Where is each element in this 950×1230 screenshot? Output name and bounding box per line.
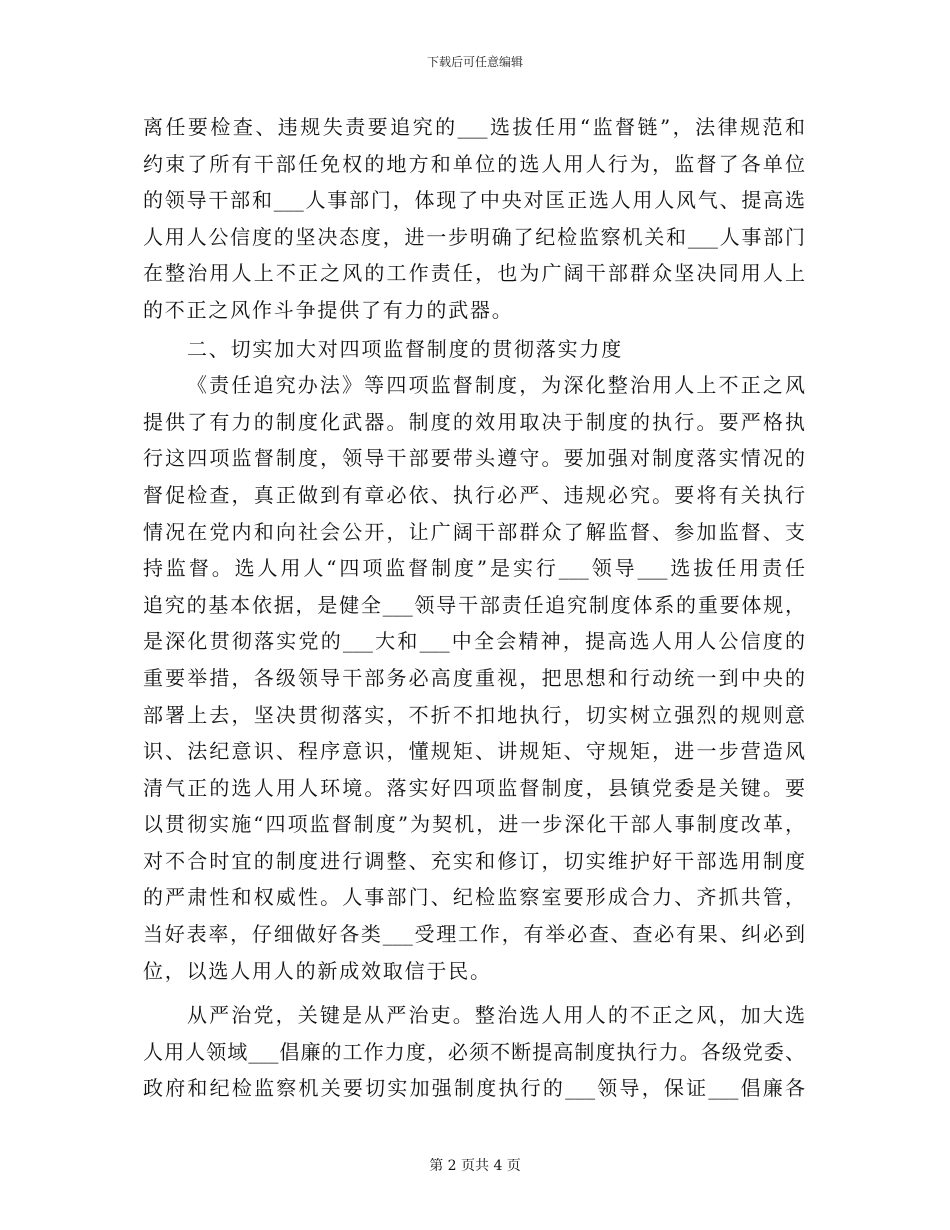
body-line: 人用人公信度的坚决态度，进一步明确了纪检监察机关和___人事部门 — [143, 224, 805, 249]
paragraph — [143, 367, 805, 989]
body-line: 从严治党，关键是从严治吏。整治选人用人的不正之风，加大选 — [187, 1003, 805, 1028]
body-line: 的不正之风作斗争提供了有力的武器。 — [143, 297, 514, 322]
body-line: 部署上去，坚决贯彻落实，不折不扣地执行，切实树立强烈的规则意 — [143, 702, 805, 727]
body-line: 提供了有力的制度化武器。制度的效用取决于制度的执行。要严格执 — [143, 409, 805, 434]
body-line: 行这四项监督制度，领导干部要带头遵守。要加强对制度落实情况的 — [143, 446, 805, 471]
section-heading-block — [143, 331, 805, 368]
body-line: 《责任追究办法》等四项监督制度，为深化整治用人上不正之风 — [187, 373, 805, 398]
download-note: 下载后可任意编辑 — [426, 55, 523, 69]
body-line: 重要举措，各级领导干部务必高度重视，把思想和行动统一到中央的 — [143, 665, 805, 690]
body-line: 对不合时宜的制度进行调整、充实和修订，切实维护好干部选用制度 — [143, 848, 805, 873]
body-line: 识、法纪意识、程序意识，懂规矩、讲规矩、守规矩，进一步营造风 — [143, 739, 805, 764]
paragraph — [143, 109, 805, 329]
body-line: 位，以选人用人的新成效取信于民。 — [143, 958, 492, 983]
body-line: 在整治用人上不正之风的工作责任，也为广阔干部群众坚决同用人上 — [143, 261, 805, 286]
body-line: 以贯彻实施“四项监督制度”为契机，进一步深化干部人事制度改革， — [143, 812, 805, 837]
body-line: 情况在党内和向社会公开，让广阔干部群众了解监督、参加监督、支 — [143, 519, 805, 544]
body-line: 的领导干部和___人事部门，体现了中央对匡正选人用人风气、提高选 — [143, 188, 805, 213]
body-line: 督促检查，真正做到有章必依、执行必严、违规必究。要将有关执行 — [143, 482, 805, 507]
body-line: 人用人领域___倡廉的工作力度，必须不断提高制度执行力。各级党委、 — [143, 1039, 805, 1064]
body-line: 追究的基本依据，是健全___领导干部责任追究制度体系的重要体规， — [143, 592, 805, 617]
body-line: 约束了所有干部任免权的地方和单位的选人用人行为，监督了各单位 — [143, 151, 805, 176]
body-line: 离任要检查、违规失责要追究的___选拔任用“监督链”，法律规范和 — [143, 115, 805, 139]
body-line: 持监督。选人用人“四项监督制度”是实行___领导___选拔任用责任 — [143, 556, 805, 581]
body-line: 当好表率，仔细做好各类___受理工作，有举必查、查必有果、纠必到 — [143, 922, 805, 947]
body-line: 是深化贯彻落实党的___大和___中全会精神，提高选人用人公信度的 — [143, 629, 805, 654]
paragraph — [143, 997, 805, 1107]
page-number: 第 2 页共 4 页 — [429, 1158, 521, 1174]
body-line: 清气正的选人用人环境。落实好四项监督制度，县镇党委是关键。要 — [143, 775, 805, 800]
body-line: 政府和纪检监察机关要切实加强制度执行的___领导，保证___倡廉各 — [143, 1076, 805, 1101]
body-line: 的严肃性和权威性。人事部门、纪检监察室要形成合力、齐抓共管， — [143, 885, 805, 910]
document-body — [143, 109, 805, 1107]
section-heading: 二、切实加大对四项监督制度的贯彻落实力度 — [187, 336, 623, 361]
